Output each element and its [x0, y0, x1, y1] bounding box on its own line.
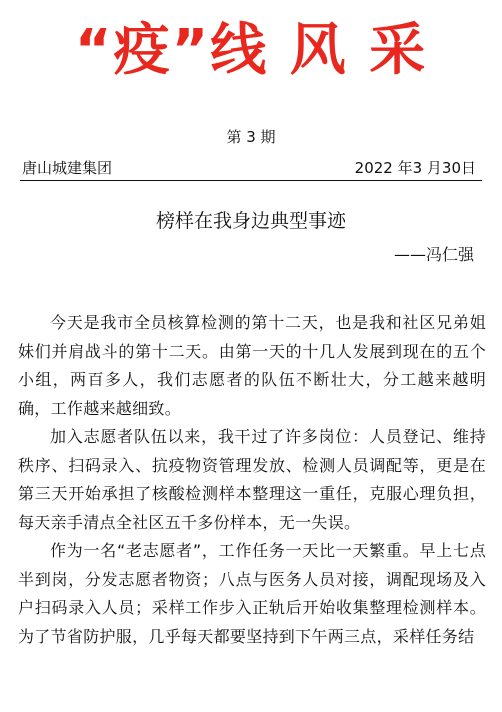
article-title: 榜样在我身边典型事迹	[155, 210, 346, 232]
article-author: ——冯仁强	[393, 245, 474, 264]
issue-number: 第 3 期	[226, 128, 276, 146]
issue-date: 2022 年3 月30日	[354, 159, 476, 177]
article-paragraph: 今天是我市全员核算检测的第十二天，也是我和社区兄弟姐妹们并肩战斗的第十二天。由第一天的十几人发展到现在的五个小组，两百多人，我们志愿者的队伍不断壮大，分工越来越明确，工作越来越细致。	[18, 313, 486, 418]
organization-name: 唐山城建集团	[22, 159, 113, 177]
article-paragraph: 加入志愿者队伍以来，我干过了许多岗位：人员登记、维持秩序、扫码录入、抗疫物资管理发放、检测人员调配等，更是在第三天开始承担了核酸检测样本整理这一重任，克服心理负担，每天亲手清点全社区五千多份样本，无一失误。	[18, 427, 486, 532]
header-divider	[20, 180, 482, 181]
article-paragraph: 作为一名“老志愿者”，工作任务一天比一天繁重。早上七点半到岗，分发志愿者物资；八点与医务人员对接，调配现场及入户扫码录入人员；采样工作步入正轨后开始收集整理检测样本。为了节省防护服，几乎每天都要坚持到下午两三点，采样任务结	[18, 541, 486, 646]
masthead-title: “疫”线 风 采	[74, 18, 428, 83]
article-body	[18, 309, 486, 651]
